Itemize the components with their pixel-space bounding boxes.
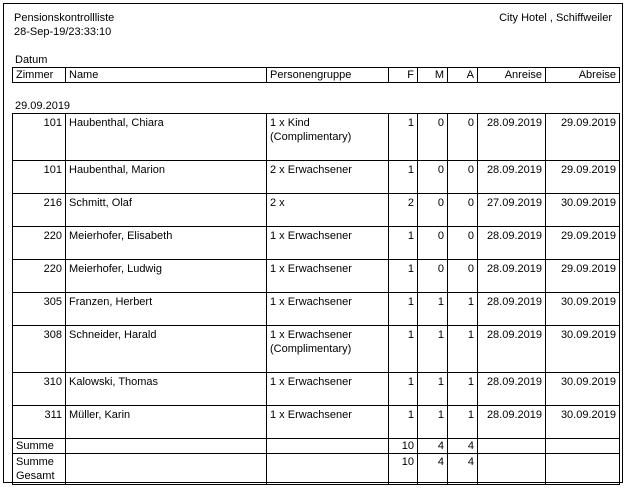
cell-personengruppe: 1 x Erwachsener (267, 227, 389, 260)
column-header-table (12, 67, 620, 83)
cell-anreise: 28.09.2019 (478, 227, 546, 260)
cell-f: 1 (389, 293, 418, 326)
cell-personengruppe: 1 x Erwachsener (267, 293, 389, 326)
total-m: 4 (418, 454, 448, 485)
total-empty-anreise (478, 454, 546, 485)
cell-zimmer: 216 (13, 194, 66, 227)
cell-abreise: 29.09.2019 (546, 114, 620, 161)
cell-m: 1 (418, 373, 448, 406)
cell-name: Haubenthal, Marion (66, 161, 267, 194)
cell-anreise: 28.09.2019 (478, 161, 546, 194)
cell-a: 1 (448, 406, 478, 439)
cell-abreise: 30.09.2019 (546, 194, 620, 227)
table-row (13, 161, 620, 194)
cell-f: 1 (389, 326, 418, 373)
col-header-a: A (448, 68, 478, 83)
total-row (13, 454, 620, 485)
cell-zimmer: 220 (13, 260, 66, 293)
cell-f: 1 (389, 373, 418, 406)
cell-a: 1 (448, 326, 478, 373)
cell-m: 0 (418, 194, 448, 227)
cell-a: 0 (448, 227, 478, 260)
table-row (13, 227, 620, 260)
cell-m: 0 (418, 260, 448, 293)
total-empty-name (66, 454, 267, 485)
summe-empty-name (66, 439, 267, 454)
cell-zimmer: 101 (13, 114, 66, 161)
col-header-abreise: Abreise (546, 68, 620, 83)
hotel-name: City Hotel , Schiffweiler (499, 12, 612, 24)
cell-name: Schneider, Harald (66, 326, 267, 373)
cell-m: 0 (418, 161, 448, 194)
report-title: Pensionskontrollliste (14, 12, 115, 24)
summe-a: 4 (448, 439, 478, 454)
datum-label: Datum (15, 54, 48, 66)
cell-name: Schmitt, Olaf (66, 194, 267, 227)
cell-personengruppe: 1 x Erwachsener (267, 260, 389, 293)
total-empty-gruppe (267, 454, 389, 485)
cell-abreise: 30.09.2019 (546, 293, 620, 326)
cell-abreise: 30.09.2019 (546, 373, 620, 406)
cell-zimmer: 305 (13, 293, 66, 326)
table-row (13, 373, 620, 406)
group-date: 29.09.2019 (15, 100, 71, 112)
total-label: Summe Gesamt (13, 454, 66, 485)
cell-zimmer: 308 (13, 326, 66, 373)
cell-anreise: 27.09.2019 (478, 194, 546, 227)
column-header-row (13, 68, 620, 83)
cell-anreise: 28.09.2019 (478, 326, 546, 373)
cell-a: 0 (448, 194, 478, 227)
col-header-f: F (389, 68, 418, 83)
cell-name: Müller, Karin (66, 406, 267, 439)
cell-name: Meierhofer, Elisabeth (66, 227, 267, 260)
cell-zimmer: 220 (13, 227, 66, 260)
table-row (13, 293, 620, 326)
cell-a: 0 (448, 114, 478, 161)
cell-personengruppe: 1 x Erwachsener (Complimentary) (267, 326, 389, 373)
cell-anreise: 28.09.2019 (478, 406, 546, 439)
col-header-zimmer: Zimmer (13, 68, 66, 83)
cell-m: 0 (418, 114, 448, 161)
total-a: 4 (448, 454, 478, 485)
summe-f: 10 (389, 439, 418, 454)
summe-empty-gruppe (267, 439, 389, 454)
cell-a: 1 (448, 373, 478, 406)
table-row (13, 326, 620, 373)
cell-f: 1 (389, 260, 418, 293)
cell-a: 1 (448, 293, 478, 326)
col-header-m: M (418, 68, 448, 83)
summe-empty-abreise (546, 439, 620, 454)
summe-m: 4 (418, 439, 448, 454)
cell-abreise: 29.09.2019 (546, 161, 620, 194)
cell-personengruppe: 2 x (267, 194, 389, 227)
table-row (13, 114, 620, 161)
col-header-name: Name (66, 68, 267, 83)
table-row (13, 260, 620, 293)
col-header-personengruppe: Personengruppe (267, 68, 389, 83)
cell-name: Kalowski, Thomas (66, 373, 267, 406)
cell-f: 2 (389, 194, 418, 227)
cell-anreise: 28.09.2019 (478, 373, 546, 406)
summe-row (13, 439, 620, 454)
cell-zimmer: 310 (13, 373, 66, 406)
summe-label: Summe (13, 439, 66, 454)
cell-f: 1 (389, 227, 418, 260)
table-row (13, 194, 620, 227)
cell-anreise: 28.09.2019 (478, 114, 546, 161)
report-page (3, 3, 623, 483)
table-row (13, 406, 620, 439)
cell-name: Haubenthal, Chiara (66, 114, 267, 161)
cell-anreise: 28.09.2019 (478, 260, 546, 293)
cell-zimmer: 311 (13, 406, 66, 439)
cell-f: 1 (389, 161, 418, 194)
cell-f: 1 (389, 114, 418, 161)
guest-table (12, 113, 620, 454)
cell-a: 0 (448, 161, 478, 194)
cell-zimmer: 101 (13, 161, 66, 194)
cell-abreise: 30.09.2019 (546, 406, 620, 439)
cell-m: 1 (418, 406, 448, 439)
cell-name: Meierhofer, Ludwig (66, 260, 267, 293)
cell-m: 1 (418, 326, 448, 373)
cell-m: 0 (418, 227, 448, 260)
cell-abreise: 29.09.2019 (546, 260, 620, 293)
total-f: 10 (389, 454, 418, 485)
cell-name: Franzen, Herbert (66, 293, 267, 326)
cell-anreise: 28.09.2019 (478, 293, 546, 326)
cell-personengruppe: 1 x Erwachsener (267, 406, 389, 439)
cell-m: 1 (418, 293, 448, 326)
total-table (12, 453, 620, 485)
cell-personengruppe: 1 x Erwachsener (267, 373, 389, 406)
report-header-left (14, 11, 114, 39)
report-timestamp: 28-Sep-19/23:33:10 (14, 26, 112, 38)
cell-abreise: 29.09.2019 (546, 227, 620, 260)
total-empty-abreise (546, 454, 620, 485)
cell-f: 1 (389, 406, 418, 439)
summe-empty-anreise (478, 439, 546, 454)
cell-abreise: 30.09.2019 (546, 326, 620, 373)
cell-personengruppe: 2 x Erwachsener (267, 161, 389, 194)
cell-personengruppe: 1 x Kind (Complimentary) (267, 114, 389, 161)
cell-a: 0 (448, 260, 478, 293)
col-header-anreise: Anreise (478, 68, 546, 83)
